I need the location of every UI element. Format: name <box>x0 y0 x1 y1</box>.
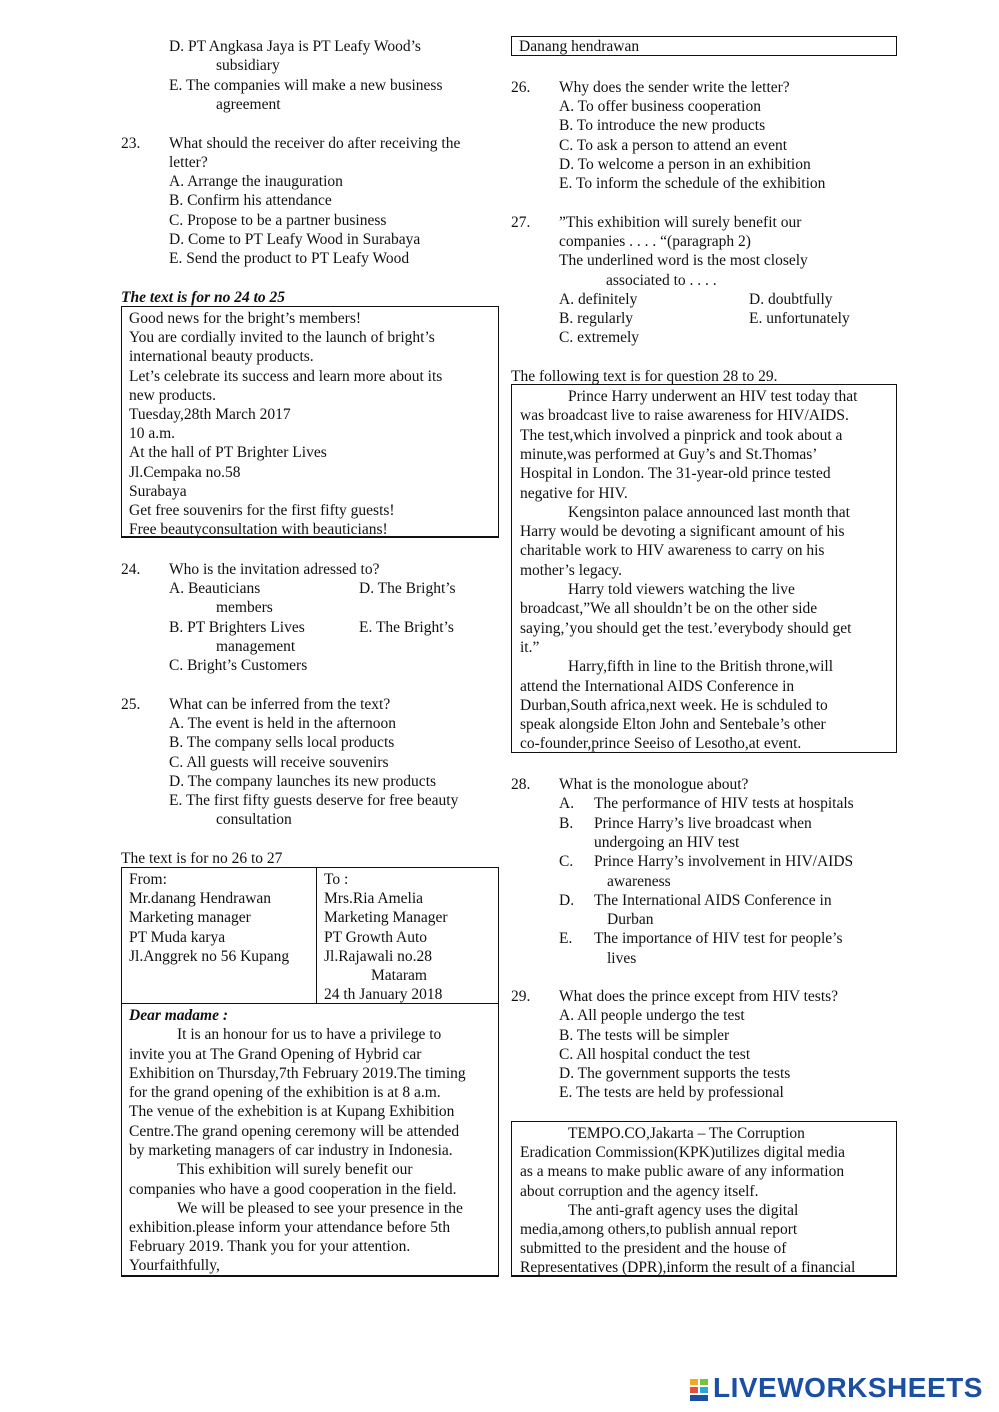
q27-question-cont: associated to . . . . <box>606 272 717 289</box>
text24-line: Free beautyconsultation with beauticians! <box>129 521 388 538</box>
q28-option-d[interactable]: The International AIDS Conference in <box>594 892 832 909</box>
q29-question: What does the prince except from HIV tests? <box>559 988 839 1005</box>
text28-line: attend the International AIDS Conference in <box>520 678 795 695</box>
letter-body-line: by marketing managers of car industry in Indonesia. <box>129 1142 453 1159</box>
letter-from: Jl.Anggrek no 56 Kupang <box>129 948 290 965</box>
q26-option-a[interactable]: A. To offer business cooperation <box>559 98 761 115</box>
liveworksheets-logo <box>690 1373 990 1403</box>
q24-option-d-cont: members <box>216 599 273 616</box>
text30-line: Representatives (DPR),inform the result of a financial <box>520 1259 856 1276</box>
letter-body-line: Exhibition on Thursday,7th February 2019.The timing <box>129 1065 466 1082</box>
q28-letter-b: B. <box>559 815 574 832</box>
q29-option-e[interactable]: E. The tests are held by professional <box>559 1084 784 1101</box>
q22-option-e: E. The companies will make a new business <box>169 77 443 94</box>
text24-heading: The text is for no 24 to 25 <box>121 289 286 306</box>
text24-line: Surabaya <box>129 483 187 500</box>
q29-number: 29. <box>511 988 531 1005</box>
q27-question-cont: The underlined word is the most closely <box>559 252 808 269</box>
letter-salutation: Dear madame : <box>129 1007 229 1024</box>
q26-option-e[interactable]: E. To inform the schedule of the exhibition <box>559 175 826 192</box>
logo-text: LIVEWORKSHEETS <box>713 1372 983 1403</box>
text30-line: submitted to the president and the house of <box>520 1240 787 1257</box>
text24-line: international beauty products. <box>129 348 314 365</box>
q25-option-e-cont: consultation <box>216 811 292 828</box>
text28-line: Harry told viewers watching the live <box>568 581 795 598</box>
text28-line: saying,’you should get the test.’everybody should get <box>520 620 852 637</box>
q22-option-d-cont: subsidiary <box>216 57 280 74</box>
q23-option-d[interactable]: D. Come to PT Leafy Wood in Surabaya <box>169 231 421 248</box>
q25-option-a[interactable]: A. The event is held in the afternoon <box>169 715 396 732</box>
letter-divider <box>316 867 317 1004</box>
q24-option-d[interactable]: D. The Bright’s <box>359 580 456 597</box>
text24-line: Good news for the bright’s members! <box>129 310 362 327</box>
q23-option-b[interactable]: B. Confirm his attendance <box>169 192 332 209</box>
q24-option-a[interactable]: A. Beauticians <box>169 580 261 597</box>
text28-line: speak alongside Elton John and Sentebale’s other <box>520 716 826 733</box>
q28-letter-d: D. <box>559 892 575 909</box>
letter-body-line: The venue of the exhebition is at Kupang Exhibition <box>129 1103 455 1120</box>
text28-line: charitable work to HIV awareness to carry on his <box>520 542 825 559</box>
q28-question: What is the monologue about? <box>559 776 749 793</box>
text28-line: Prince Harry underwent an HIV test today that <box>568 388 858 405</box>
text24-line: Jl.Cempaka no.58 <box>129 464 241 481</box>
q28-option-b[interactable]: Prince Harry’s live broadcast when <box>594 815 812 832</box>
letter-body-line: invite you at The Grand Opening of Hybrid car <box>129 1046 422 1063</box>
letter-to: Marketing Manager <box>324 909 448 926</box>
q28-letter-e: E. <box>559 930 573 947</box>
q26-option-b[interactable]: B. To introduce the new products <box>559 117 766 134</box>
q23-number: 23. <box>121 135 141 152</box>
text24-line: new products. <box>129 387 216 404</box>
text28-line: co-founder,prince Seeiso of Lesotho,at event. <box>520 735 802 752</box>
q27-number: 27. <box>511 214 531 231</box>
letter-to: Jl.Rajawali no.28 <box>324 948 433 965</box>
q28-option-e-cont: lives <box>607 950 637 967</box>
text28-line: was broadcast live to raise awareness for HIV/AIDS. <box>520 407 849 424</box>
q27-option-d[interactable]: D. doubtfully <box>749 291 833 308</box>
text28-line: The test,which involved a pinprick and took about a <box>520 427 843 444</box>
letter-body-line: exhibition.please inform your attendance before 5th <box>129 1219 451 1236</box>
q23-option-e[interactable]: E. Send the product to PT Leafy Wood <box>169 250 410 267</box>
text28-line: Hospital in London. The 31-year-old prince tested <box>520 465 831 482</box>
letter-body-line: companies who have a good cooperation in the field. <box>129 1181 457 1198</box>
letter-body-line: Centre.The grand opening ceremony will be attended <box>129 1123 460 1140</box>
letter-from: PT Muda karya <box>129 929 226 946</box>
q24-option-e[interactable]: E. The Bright’s <box>359 619 454 636</box>
q25-number: 25. <box>121 696 141 713</box>
text28-line: negative for HIV. <box>520 485 628 502</box>
q27-option-e[interactable]: E. unfortunately <box>749 310 850 327</box>
q25-option-c[interactable]: C. All guests will receive souvenirs <box>169 754 389 771</box>
q29-option-c[interactable]: C. All hospital conduct the test <box>559 1046 751 1063</box>
text24-line: Get free souvenirs for the first fifty guests! <box>129 502 395 519</box>
text24-line: Let’s celebrate its success and learn more about its <box>129 368 443 385</box>
text28-line: broadcast,”We all shouldn’t be on the other side <box>520 600 818 617</box>
letter-date: 24 th January 2018 <box>324 986 443 1003</box>
text30-line: TEMPO.CO,Jakarta – The Corruption <box>568 1125 805 1142</box>
text28-line: it.” <box>520 639 540 656</box>
text30-line: Eradication Commission(KPK)utilizes digital media <box>520 1144 846 1161</box>
text28-heading: The following text is for question 28 to 29. <box>511 368 778 385</box>
letter-from: From: <box>129 871 167 888</box>
letter-from: Marketing manager <box>129 909 251 926</box>
q24-number: 24. <box>121 561 141 578</box>
letter-from: Mr.danang Hendrawan <box>129 890 272 907</box>
text28-line: mother’s legacy. <box>520 562 623 579</box>
q24-question: Who is the invitation adressed to? <box>169 561 380 578</box>
q25-question: What can be inferred from the text? <box>169 696 391 713</box>
text28-line: Harry would be devoting a significant amount of his <box>520 523 845 540</box>
letter-to: Mrs.Ria Amelia <box>324 890 424 907</box>
q27-question: ”This exhibition will surely benefit our <box>559 214 802 231</box>
q29-option-b[interactable]: B. The tests will be simpler <box>559 1027 730 1044</box>
text30-line: The anti-graft agency uses the digital <box>568 1202 799 1219</box>
letter-to: To : <box>324 871 349 888</box>
q24-option-b[interactable]: B. PT Brighters Lives <box>169 619 305 636</box>
text30-line: about corruption and the agency itself. <box>520 1183 759 1200</box>
q28-option-a[interactable]: The performance of HIV tests at hospitals <box>594 795 854 812</box>
q25-option-e[interactable]: E. The first fifty guests deserve for free beauty <box>169 792 459 809</box>
letter-to: PT Growth Auto <box>324 929 428 946</box>
letter-closing: Yourfaithfully, <box>129 1257 220 1274</box>
q22-option-e-cont: agreement <box>216 96 281 113</box>
q25-option-b[interactable]: B. The company sells local products <box>169 734 395 751</box>
text24-line: Tuesday,28th March 2017 <box>129 406 291 423</box>
text24-line: 10 a.m. <box>129 425 176 442</box>
logo-mark-icon <box>690 1379 708 1401</box>
text28-line: Kengsinton palace announced last month that <box>568 504 850 521</box>
letter-signature: Danang hendrawan <box>519 38 640 55</box>
letter-body-line: This exhibition will surely benefit our <box>177 1161 413 1178</box>
q23-option-c[interactable]: C. Propose to be a partner business <box>169 212 387 229</box>
q28-option-c[interactable]: Prince Harry’s involvement in HIV/AIDS <box>594 853 854 870</box>
q28-option-c-cont: awareness <box>607 873 671 890</box>
q26-number: 26. <box>511 79 531 96</box>
text24-line: You are cordially invited to the launch of bright’s <box>129 329 435 346</box>
letter-body-line: for the grand opening of the exhibition is at 8 a.m. <box>129 1084 441 1101</box>
q28-number: 28. <box>511 776 531 793</box>
letter-body-line: We will be pleased to see your presence in the <box>177 1200 463 1217</box>
q28-option-b-cont: undergoing an HIV test <box>594 834 740 851</box>
q27-question-cont: companies . . . . “(paragraph 2) <box>559 233 751 250</box>
q28-option-d-cont: Durban <box>607 911 654 928</box>
q24-option-b-cont: management <box>216 638 296 655</box>
q23-question: What should the receiver do after receiving the <box>169 135 461 152</box>
letter-body-line: It is an honour for us to have a privilege to <box>177 1026 442 1043</box>
letter-body-line: February 2019. Thank you for your attention. <box>129 1238 411 1255</box>
q29-option-a[interactable]: A. All people undergo the test <box>559 1007 745 1024</box>
q23-question-cont: letter? <box>169 154 208 171</box>
q26-option-c[interactable]: C. To ask a person to attend an event <box>559 137 788 154</box>
q26-option-d[interactable]: D. To welcome a person in an exhibition <box>559 156 811 173</box>
text30-line: media,among others,to publish annual report <box>520 1221 798 1238</box>
text26-heading: The text is for no 26 to 27 <box>121 850 283 867</box>
q27-option-a[interactable]: A. definitely <box>559 291 638 308</box>
q25-option-d[interactable]: D. The company launches its new products <box>169 773 437 790</box>
q27-option-c[interactable]: C. extremely <box>559 329 640 346</box>
q26-question: Why does the sender write the letter? <box>559 79 790 96</box>
q29-option-d[interactable]: D. The government supports the tests <box>559 1065 791 1082</box>
text28-line: Harry,fifth in line to the British throne,will <box>568 658 834 675</box>
text30-line: as a means to make public aware of any information <box>520 1163 845 1180</box>
q28-letter-a: A. <box>559 795 575 812</box>
text28-line: Durban,South africa,next week. He is schduled to <box>520 697 828 714</box>
q28-option-e[interactable]: The importance of HIV test for people’s <box>594 930 843 947</box>
text24-line: At the hall of PT Brighter Lives <box>129 444 327 461</box>
letter-to: Mataram <box>371 967 427 984</box>
q27-option-b[interactable]: B. regularly <box>559 310 634 327</box>
q28-letter-c: C. <box>559 853 574 870</box>
q24-option-c[interactable]: C. Bright’s Customers <box>169 657 308 674</box>
text28-line: minute,was performed at Guy’s and St.Thomas’ <box>520 446 818 463</box>
q23-option-a[interactable]: A. Arrange the inauguration <box>169 173 343 190</box>
q22-option-d: D. PT Angkasa Jaya is PT Leafy Wood’s <box>169 38 421 55</box>
